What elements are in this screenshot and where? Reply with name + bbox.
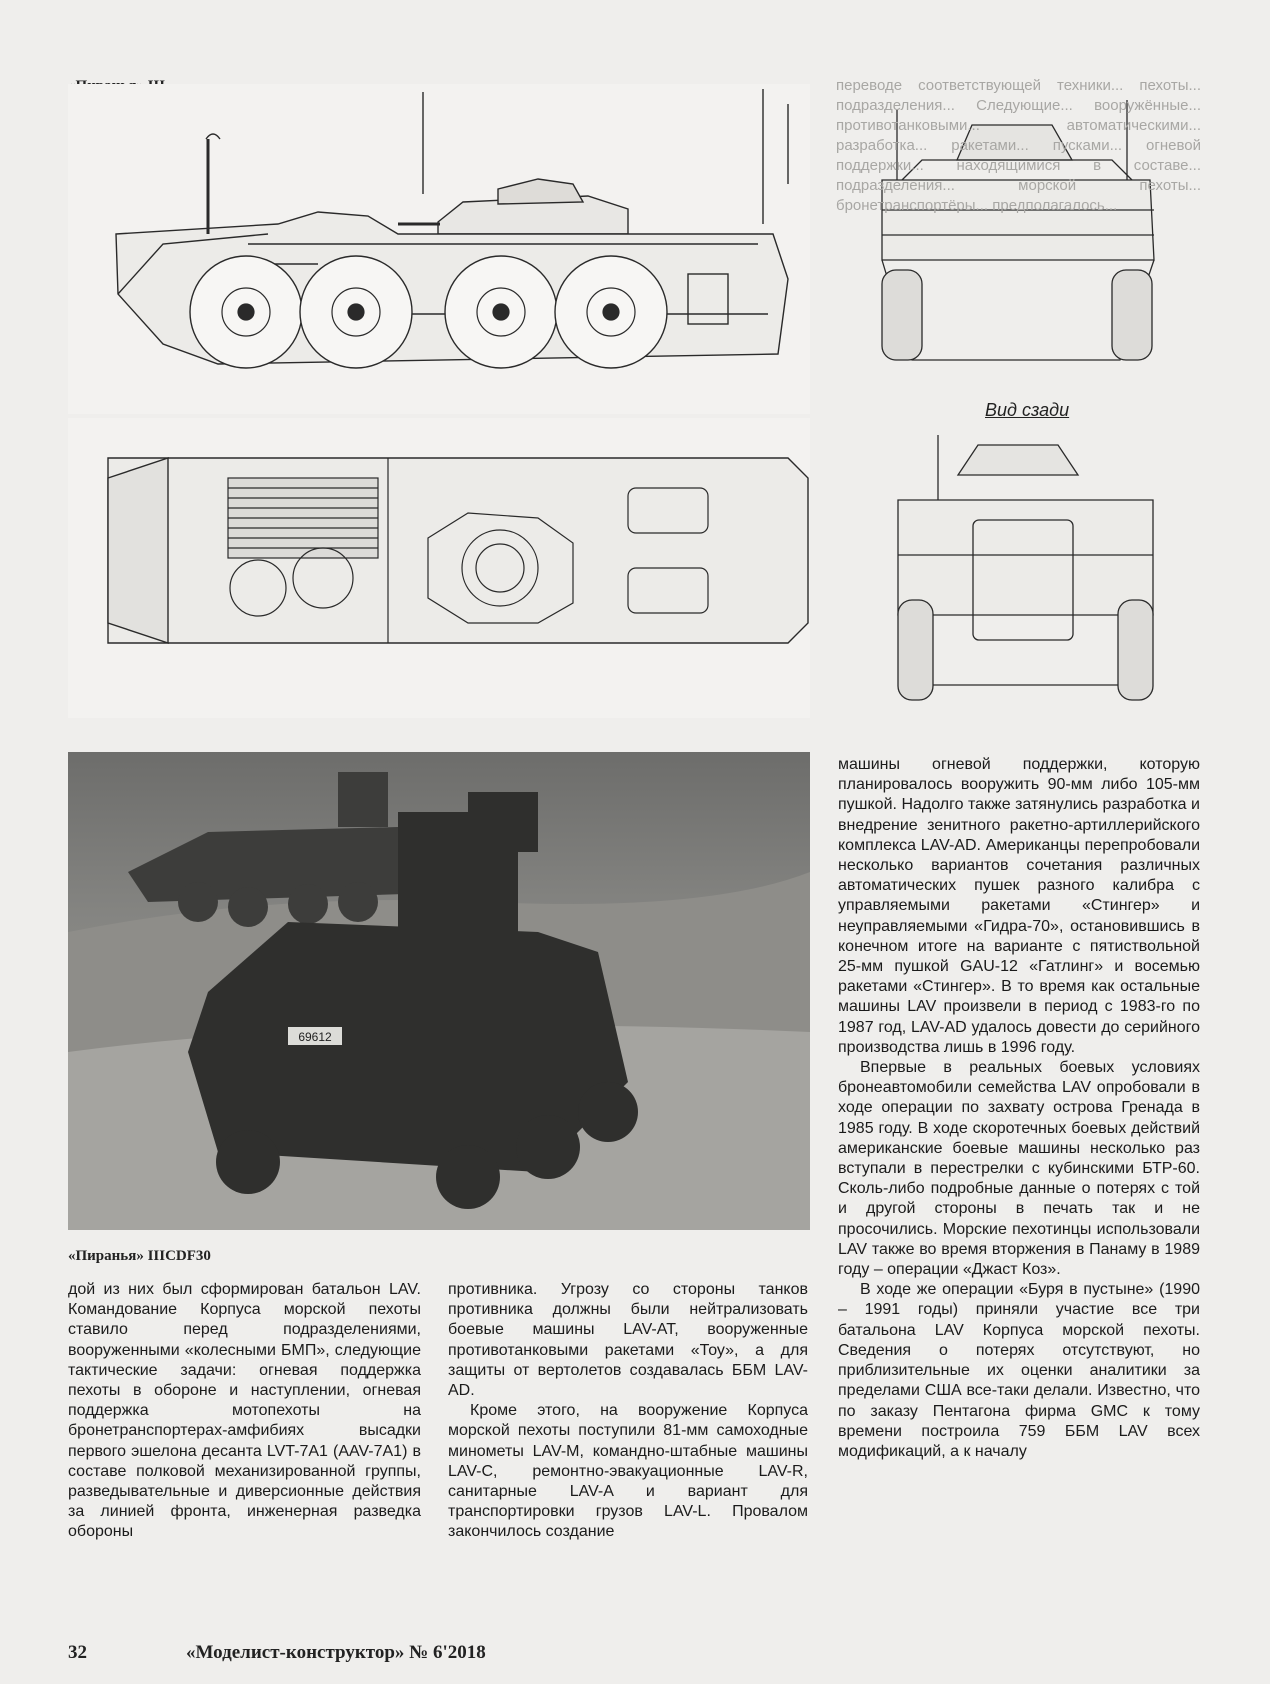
paragraph: В ходе же операции «Буря в пустыне» (1990 – 1991 годы) приняли участие все три батальона LAV Корпуса морской пехоты. Сведения о потерях отсутствуют, но приблизительные их оценки аналитики за пределами США все-таки делали. Известно, что по заказу Пентагона фирма GMC к тому времени построила 759 ББМ LAV всех модификаций, а к началу [838, 1281, 1200, 1460]
paragraph: Впервые в реальных боевых условиях бронеавтомобили семейства LAV опробовали в ходе операции по захвату острова Гренада в 1985 году. В ходе скоротечных боевых действий американские боевые машины несколько раз вступали в перестрелки с кубинскими БТР-60. Сколь-либо подробные данные о потерях с той и другой стороны в печать так и не просочились. Морские пехотинцы использовали LAV также во время вторжения в Панаму в 1989 году – операции «Джаст Коз». [838, 1059, 1200, 1279]
photo-caption: «Пиранья» IIICDF30 [68, 1248, 211, 1264]
paragraph: дой из них был сформирован батальон LAV. Командование Корпуса морской пехоты ставило перед подразделениями, вооруженными «колесными БМП», следующие тактические задачи: огневая поддержка пехоты в обороне и наступлении, огневая поддержка мотопехоты на бронетранспортерах-амфибиях высадки первого эшелона десанта LVT-7A1 (AAV-7A1) в составе полковой механизированной группы, разведывательные и диверсионные действия за линией фронта, инженерная разведка обороны [68, 1281, 421, 1541]
rear-view-drawing [878, 425, 1168, 715]
vehicle-photo [68, 752, 810, 1230]
right-column-text [838, 755, 1200, 1462]
license-plate: 69612 [298, 1030, 332, 1044]
top-view-drawing [68, 418, 810, 718]
faded-column-text: переводе соответствующей техники... пехоты... подразделения... Следующие... вооружённые... противотанковыми... автоматическими... разработка... ракетами... пусками... огневой поддержки... находящимися в составе... подразделения... морской пехоты... бронетранспортёры... предполагалось... [836, 77, 1201, 214]
paragraph: Кроме этого, на вооружение Корпуса морской пехоты поступили 81-мм самоходные минометы LAV-M, командно-штабные машины LAV-C, ремонтно-эвакуационные LAV-R, санитарные LAV-A и вариант для транспортировки грузов LAV-L. Провалом закончилось создание [448, 1402, 808, 1541]
middle-column-text [448, 1280, 808, 1543]
paragraph: противника. Угрозу со стороны танков противника должны были нейтрализовать боевые машины LAV-AT, вооруженные противотанковыми ракетами «Тоу», а для защиты от вертолетов создавалась ББМ LAV-AD. [448, 1281, 808, 1400]
side-view-drawing [68, 84, 810, 414]
page-number: 32 [68, 1642, 87, 1663]
rear-view-caption: Вид сзади [985, 400, 1070, 420]
paragraph: машины огневой поддержки, которую планировалось вооружить 90-мм либо 105-мм пушкой. Надолго также затянулись разработка и внедрение зенитного ракетно-артиллерийского комплекса LAV-AD. Американцы перепробовали несколько вариантов сочетания различных автоматических пушек разного калибра с управляемыми ракетами «Стингер» и неуправляемыми «Гидра-70», остановившись в конечном итоге на варианте с пятиствольной 25-мм пушкой GAU-12 «Гатлинг» и восемью ракетами «Стингер». В то время как остальные машины LAV произвели в период с 1983-го по 1987 год, LAV-AD удалось довести до серийного производства лишь в 1996 году. [838, 756, 1200, 1056]
left-column-text [68, 1280, 421, 1543]
magazine-title: «Моделист-конструктор» № 6'2018 [186, 1642, 486, 1663]
